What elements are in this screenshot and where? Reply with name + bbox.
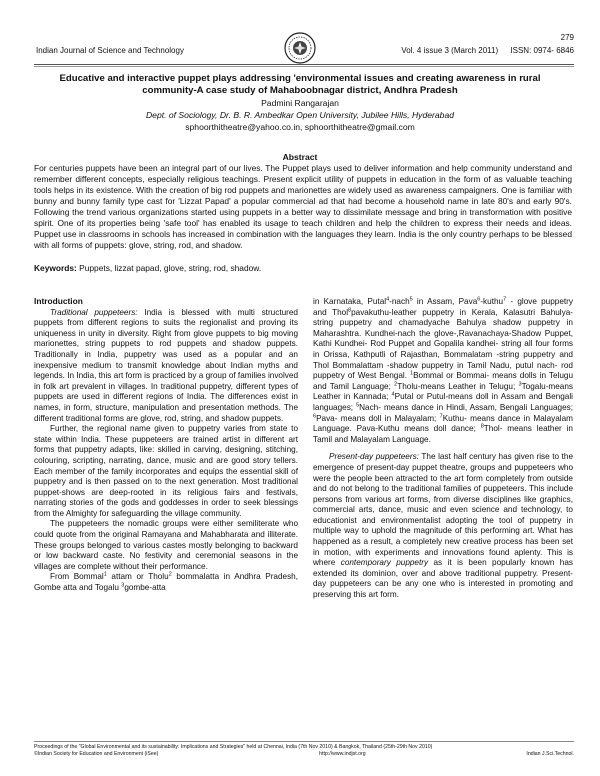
right-column [313, 297, 573, 601]
footnote-ref: 5 [409, 296, 413, 303]
text-run: The last half century has given rise to the emergence of present-day puppet theatre, groups and puppeteers who were the people been attracted to the art form completely from outside and do not belong to the traditional families of puppeteers. This include persons from various art forms, from diverse disciplines like graphics, commercial arts, dance, music and even science and technology, to educationist and environmentalist adopting the tool of puppetry in multiple way to uphold the magnitude of this performing art. What has happened as a result, a completely new creative process has been set in motion, with experiments and innovations found aplenty. This is where [313, 452, 573, 568]
paragraph-present-day-puppeteers [313, 452, 573, 600]
author-name: Padmini Rangarajan [261, 98, 339, 108]
text-run: gombe-atta [124, 583, 166, 593]
text-run: - glove puppetry and Thol [313, 297, 573, 317]
header-divider-secondary [34, 66, 574, 67]
footnote-ref: 8 [348, 306, 352, 313]
footer-divider [34, 741, 574, 742]
footer-journal: Indian J.Sci.Technol. [526, 751, 574, 757]
paragraph-text: India is blessed with multi structured puppets from different regions to suits the regionalist and proving its uniqueness in unity in diversity. Right from glove puppets to big moving marionettes, string puppets to rod puppets and shadow puppets. Traditionally in India, puppetry was used as a popular and an inexpensive medium to transmit knowledge about Indian myths and legends. In India, this art form is practiced by a group of families involved in folk art prevalent in villages. In traditional puppetry, different types of puppets are used in different regions of India. The differences exist in names, in form, structure, manipulation and presentation methods. The different traditional forms are glove, rod, string, and shadow puppets. [34, 307, 298, 423]
text-run: pavakuthu-leather puppetry in Kerala, Kalasutri Bahulya-string puppetry and chamadyache Bahulya shadow puppetry in Maharashtra. Kundhei-nach the glove-,Ravanachaya-Shadow Puppet, Kathi Kundhei- Rod Puppet and Gopalila kandhei- string all four forms in Orissa, Kathputli of Rajasthan, Bommalatam -string puppetry and Thol Bommalattam -shadow puppetry in Tamil Nadu, putul nach- rod puppetry of West Bengal. [313, 307, 574, 381]
journal-logo-icon [284, 32, 316, 64]
header-divider [34, 64, 574, 65]
paragraph-lead: Traditional puppeteers: [50, 307, 138, 317]
footnote-text: Kuthu- means dance in Malayalam Language. Pava-Kuthu means doll dance; [313, 413, 573, 434]
text-run: bommalatta in Andhra Pradesh, Gombe atta and Togalu [34, 572, 299, 593]
footnote-ref: 4 [386, 296, 390, 303]
author-affiliation: Dept. of Sociology, Dr. B. R. Ambedkar Open University, Jubilee Hills, Hyderabad [145, 110, 455, 120]
paragraph-regional-forms [313, 297, 573, 445]
text-run: -kuthu [480, 297, 504, 306]
footnote-ref: 2 [168, 571, 172, 578]
text-run: -nach [389, 297, 410, 306]
footnote-text: Tholu-means Leather in Telugu; [397, 381, 519, 391]
footnote-ref: 2 [394, 381, 398, 388]
footnote-ref: 6 [313, 412, 317, 419]
footnote-ref: 6 [477, 296, 481, 303]
issn: ISSN: 0974- 6846 [510, 46, 574, 55]
footer-row [34, 751, 574, 758]
text-run: in Karnataka, Putal [313, 297, 387, 306]
section-title-introduction: Introduction [34, 296, 83, 306]
footer-proceedings: Proceedings of the "Global Environmental and its sustainability: Implications and Strategies" held at Chennai, India (7th Nov 2010) & Bangkok, Thailand (25th-29th Nov 2010) [34, 744, 433, 750]
page-number: 279 [560, 33, 574, 42]
footnote-ref: 5 [356, 402, 360, 409]
journal-name: Indian Journal of Science and Technology [36, 46, 184, 55]
emphasis-text: contemporary puppetry [340, 558, 429, 568]
abstract-body: For centuries puppets have been an integral part of our lives. The Puppet plays used to deliver information and help community understand and remember different concepts, especially religious teachings. Present explicit utility of puppets in education in the form of as valuable teaching tools helps in its existence. With the creation of big rod puppets and marionettes are widely used as awareness campaigners. One is familiar with bunny and bunny family type cast for 'Lizzat Papad' a popular commercial ad that had become a household name in late 80's and early 90's. Following the trend various organizations started using puppets in a better way to dissimilate message and bring in transformation with positive spirit. One of its properties being 'safe tool' has enabled its usage to teach children and help the children to express their needs and ideas. Puppet use in classrooms in schools has increased in combination with the languages they learn. India is the only country perhaps to be blessed with all forms of puppets: glove, string, rod, and shadow. [34, 163, 572, 250]
footnote-ref: 1 [103, 571, 107, 578]
article-title: Educative and interactive puppet plays addressing 'environmental issues and creating awareness in rural community-A case study of Mahaboobnagar district, Andhra Pradesh [59, 73, 541, 96]
footnote-ref: 3 [518, 381, 522, 388]
page-footer [34, 744, 574, 758]
footer-copyright: ©Indian Society for Education and Environment (iSee) [34, 751, 159, 757]
volume-info: Vol. 4 issue 3 (March 2011) [401, 46, 499, 55]
footnote-ref: 7 [439, 412, 443, 419]
author-email[interactable]: sphoorthitheatre@yahoo.co.in, sphoorthitheatre@gmail.com [185, 122, 415, 132]
text-run: attam or Tholu [106, 572, 169, 582]
paragraph: The puppeteers the nomadic groups were either semiliterate who could quote from the original Ramayana and Mahabharata and illiterate. These groups belonged to various castes mostly belonging to backward or low backward caste. No festivity and ceremonial seasons in the villages are complete without their performance. [34, 519, 298, 571]
footnote-text: Togalu-means Leather in Kannada; [313, 381, 573, 402]
left-column [34, 296, 298, 594]
footnote-text: Pava- means doll in Malayalam; [316, 413, 440, 423]
text-run: From Bommal [50, 572, 104, 582]
paragraph-lead: Present-day puppeteers: [329, 452, 419, 462]
text-run: in Assam, Pava [412, 297, 478, 306]
footnote-ref: 1 [410, 370, 414, 377]
footnote-ref: 4 [391, 391, 395, 398]
footer-url[interactable]: http://www.indjst.org [319, 751, 366, 757]
footnote-text: Putal or Putul-means doll in Assam and Bengali languages; [313, 392, 573, 412]
footnote-text: Nach- means dance in Hindi, Assam, Bengali Languages; [359, 402, 574, 412]
footnote-text: Thol- means leather in Tamil and Malayalam Language. [313, 424, 573, 444]
abstract-heading: Abstract [282, 152, 318, 162]
paragraph-traditional-puppeteers [34, 308, 298, 425]
keywords-label: Keywords: [34, 263, 77, 273]
issue-info [391, 46, 574, 55]
keywords [34, 263, 572, 274]
footnote-text: Bommal or Bommai- means dolls in Telugu and Tamil Language; [313, 371, 574, 391]
footnote-ref: 7 [503, 296, 507, 303]
footnote-ref: 8 [480, 423, 484, 430]
footnote-ref: 3 [121, 582, 125, 589]
paragraph-regional-names [34, 572, 298, 593]
paragraph: Further, the regional name given to puppetry varies from state to state within India. These puppeteers are trained artist in different art forms that puppetry adapts, like: skilled in carving, designing, stitching, colouring, scripting, narrating, dance, music and are good story tellers. Each member of the family incorporates and equips the essential skill of puppetry and is then passed on to the next generation. Most traditional puppet-shows are deep-rooted in its religious fairs and festivals, narrating stories of the gods and goddesses in order to seek blessings from the Almighty for safeguarding the village community. [34, 424, 298, 518]
paragraph-gap [313, 445, 573, 452]
text-run: as it is been popularly known has extended its dominion, over and above traditional puppetry. Present-day puppeteers can be any one who is interested in promoting and preserving this art form. [313, 558, 573, 600]
keywords-list: Puppets, lizzat papad, glove, string, rod, shadow. [79, 263, 262, 273]
